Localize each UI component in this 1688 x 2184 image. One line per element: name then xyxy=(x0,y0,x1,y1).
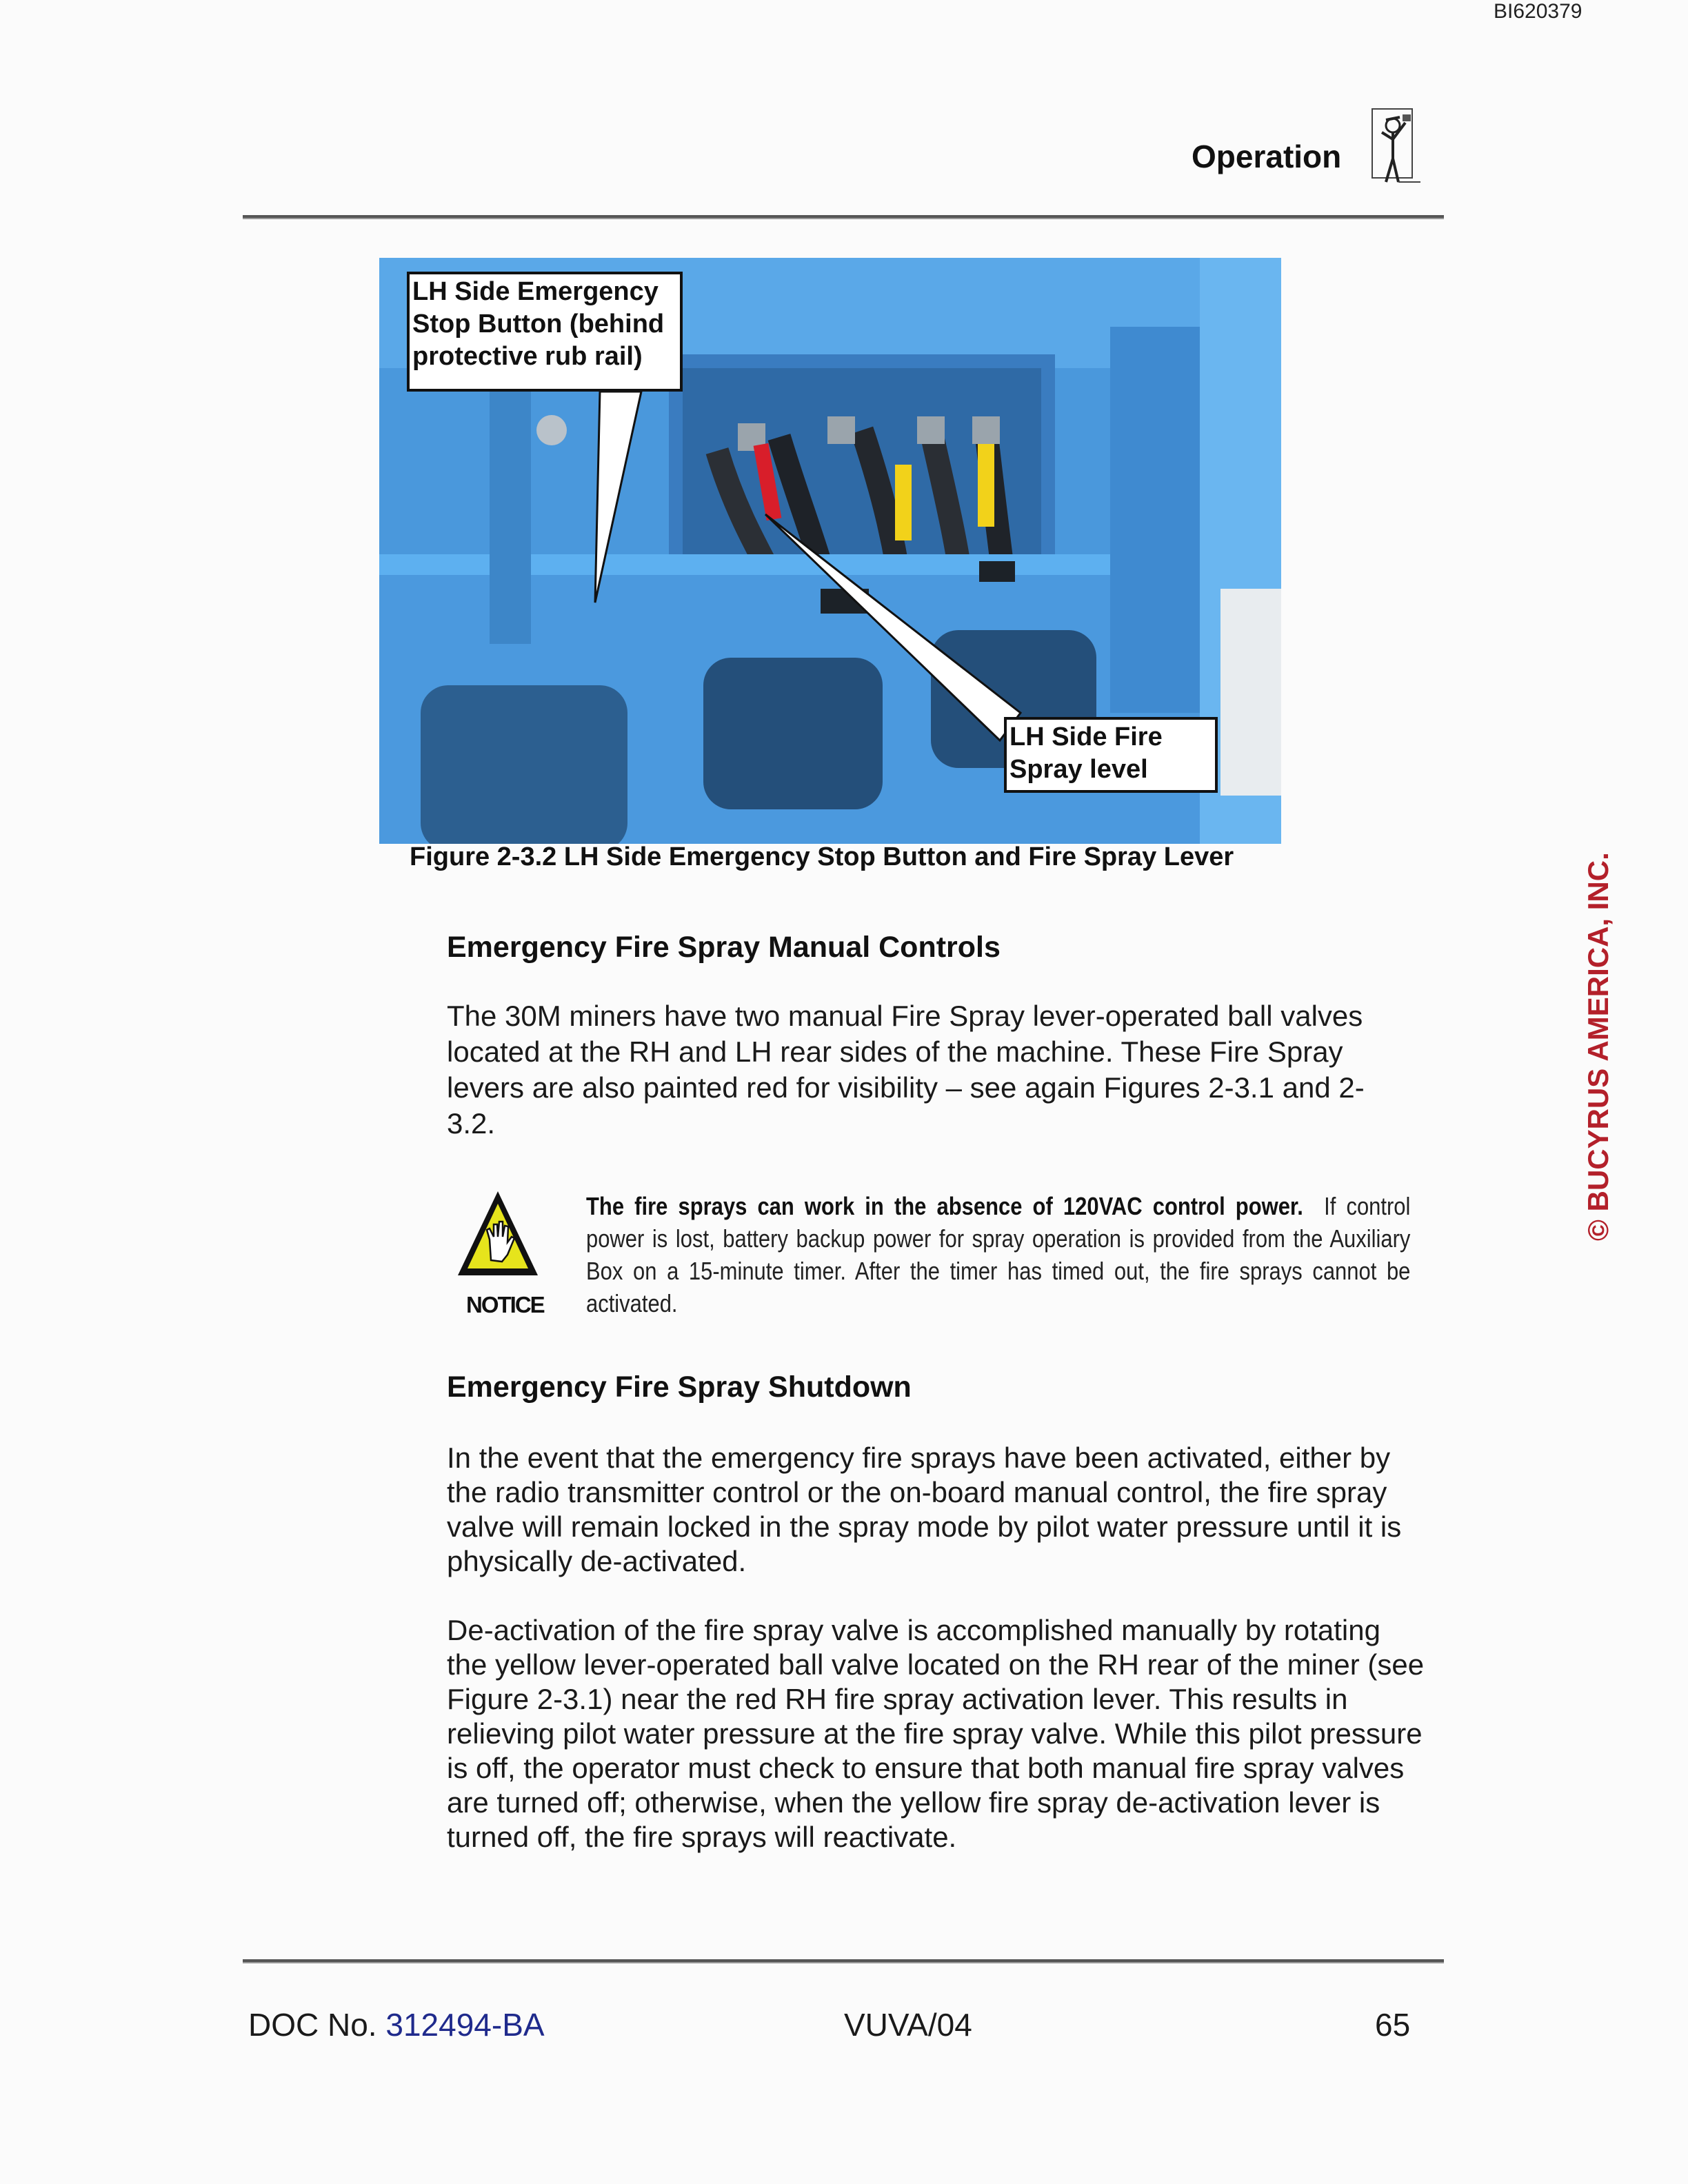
page-header-title: Operation xyxy=(1192,139,1342,174)
notice-bold-text: The fire sprays can work in the absence of 120VAC control power. xyxy=(586,1192,1303,1220)
footer-doc-number-value: 312494-BA xyxy=(385,2007,545,2043)
body-paragraph: The 30M miners have two manual Fire Spray lever-operated ball valves located at the RH and LH rear sides of the machine. These Fire Spray levers are also painted red for visibility – see again Figures 2-3.1 and 2-3.2. xyxy=(447,1000,1365,1140)
callout-estop-label: LH Side Emergency Stop Button (behind protective rub rail) xyxy=(407,272,683,392)
body-paragraph: In the event that the emergency fire sprays have been activated, either by the radio transmitter control or the on-board manual control, the fire spray valve will remain locked in the spray mode by pilot water pressure until it is physically de-activated. xyxy=(447,1442,1402,1577)
document-id: BI620379 xyxy=(1494,0,1582,23)
header-divider xyxy=(243,215,1444,219)
footer-doc-prefix: DOC No. xyxy=(248,2007,386,2043)
notice-body-text: If control power is lost, battery backup power for spray operation is provided from the Auxiliary Box on a 15-minute timer. After the timer has timed out, the fire sprays cannot be activated. xyxy=(586,1192,1411,1317)
figure-caption: Figure 2-3.2 LH Side Emergency Stop Button and Fire Spray Lever xyxy=(410,842,1234,871)
footer-doc-number xyxy=(248,2006,545,2043)
section-heading: Emergency Fire Spray Shutdown xyxy=(447,1371,912,1404)
callout-fire-spray-label: LH Side Fire Spray level xyxy=(1004,717,1218,793)
page-number: 65 xyxy=(1375,2007,1411,2043)
notice-text xyxy=(586,1190,1410,1320)
warning-hand-icon xyxy=(455,1189,541,1281)
copyright-notice: © BUCYRUS AMERICA, INC. xyxy=(1582,852,1614,1241)
operator-icon xyxy=(1368,105,1423,194)
footer-revision: VUVA/04 xyxy=(844,2007,972,2043)
body-paragraph: De-activation of the fire spray valve is accomplished manually by rotating the yellow lever-operated ball valve located on the RH rear of the miner (see Figure 2-3.1) near the red RH fire spray activation lever. This results in relieving pilot water pressure at the fire spray valve. While this pilot pressure is off, the operator must check to ensure that both manual fire spray valves are turned off; otherwise, when the yellow fire spray de-activation lever is turned off, the fire sprays will reactivate. xyxy=(447,1614,1425,1853)
notice-label: NOTICE xyxy=(466,1292,544,1317)
section-heading: Emergency Fire Spray Manual Controls xyxy=(447,931,1001,964)
footer-divider xyxy=(243,1959,1444,1963)
